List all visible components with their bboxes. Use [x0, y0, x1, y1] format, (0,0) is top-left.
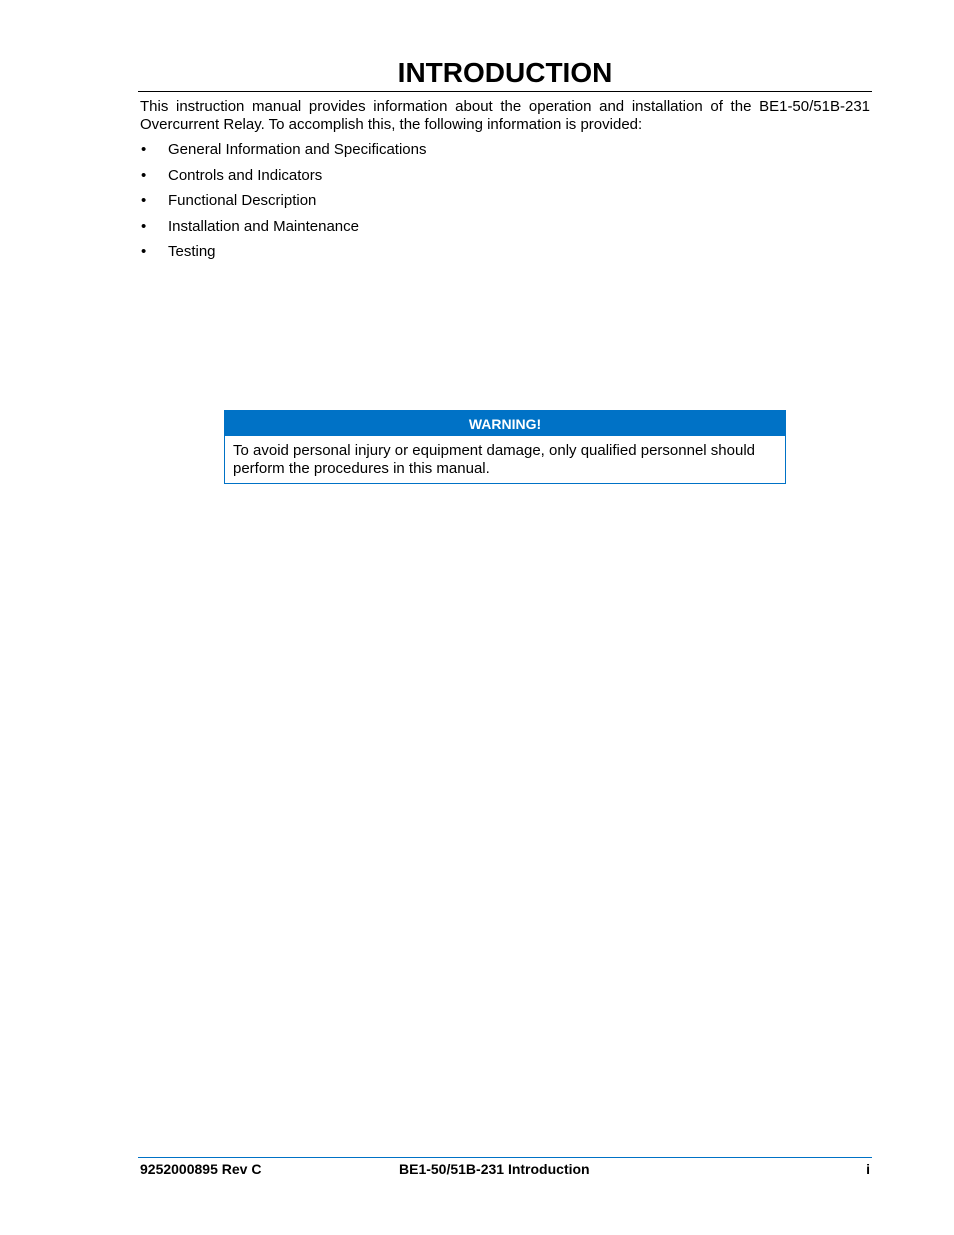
list-item-text: General Information and Specifications [168, 141, 427, 158]
warning-box [224, 410, 786, 484]
list-item [140, 191, 426, 217]
footer-rule [138, 1157, 872, 1158]
footer-document-number: 9252000895 Rev C [140, 1161, 262, 1177]
list-item [140, 140, 426, 166]
bullet-icon: • [141, 243, 147, 261]
bullet-icon: • [141, 141, 147, 158]
list-item-text: Functional Description [168, 192, 317, 210]
title-rule [138, 91, 872, 92]
footer-section-title: BE1-50/51B-231 Introduction [399, 1161, 590, 1177]
bullet-icon: • [141, 217, 147, 235]
bullet-icon: • [141, 192, 147, 210]
warning-text: To avoid personal injury or equipment damage, only qualified personnel should perform the procedures in this manual. [233, 442, 755, 477]
footer-page-number: i [866, 1161, 870, 1177]
bullet-icon: • [141, 166, 147, 184]
list-item-text: Controls and Indicators [168, 166, 323, 184]
page-title: INTRODUCTION [397, 57, 613, 88]
list-item [140, 166, 426, 192]
intro-paragraph: This instruction manual provides information about the operation and installation of the BE1-50/51B-231 Overcurrent Relay. To accomplish this, the following information is provided: [140, 98, 870, 133]
list-item [140, 217, 426, 243]
list-item-text: Testing [168, 243, 216, 261]
information-list [140, 140, 426, 268]
warning-header: WARNING! [225, 411, 785, 436]
list-item-text: Installation and Maintenance [168, 217, 359, 235]
list-item [140, 242, 426, 268]
